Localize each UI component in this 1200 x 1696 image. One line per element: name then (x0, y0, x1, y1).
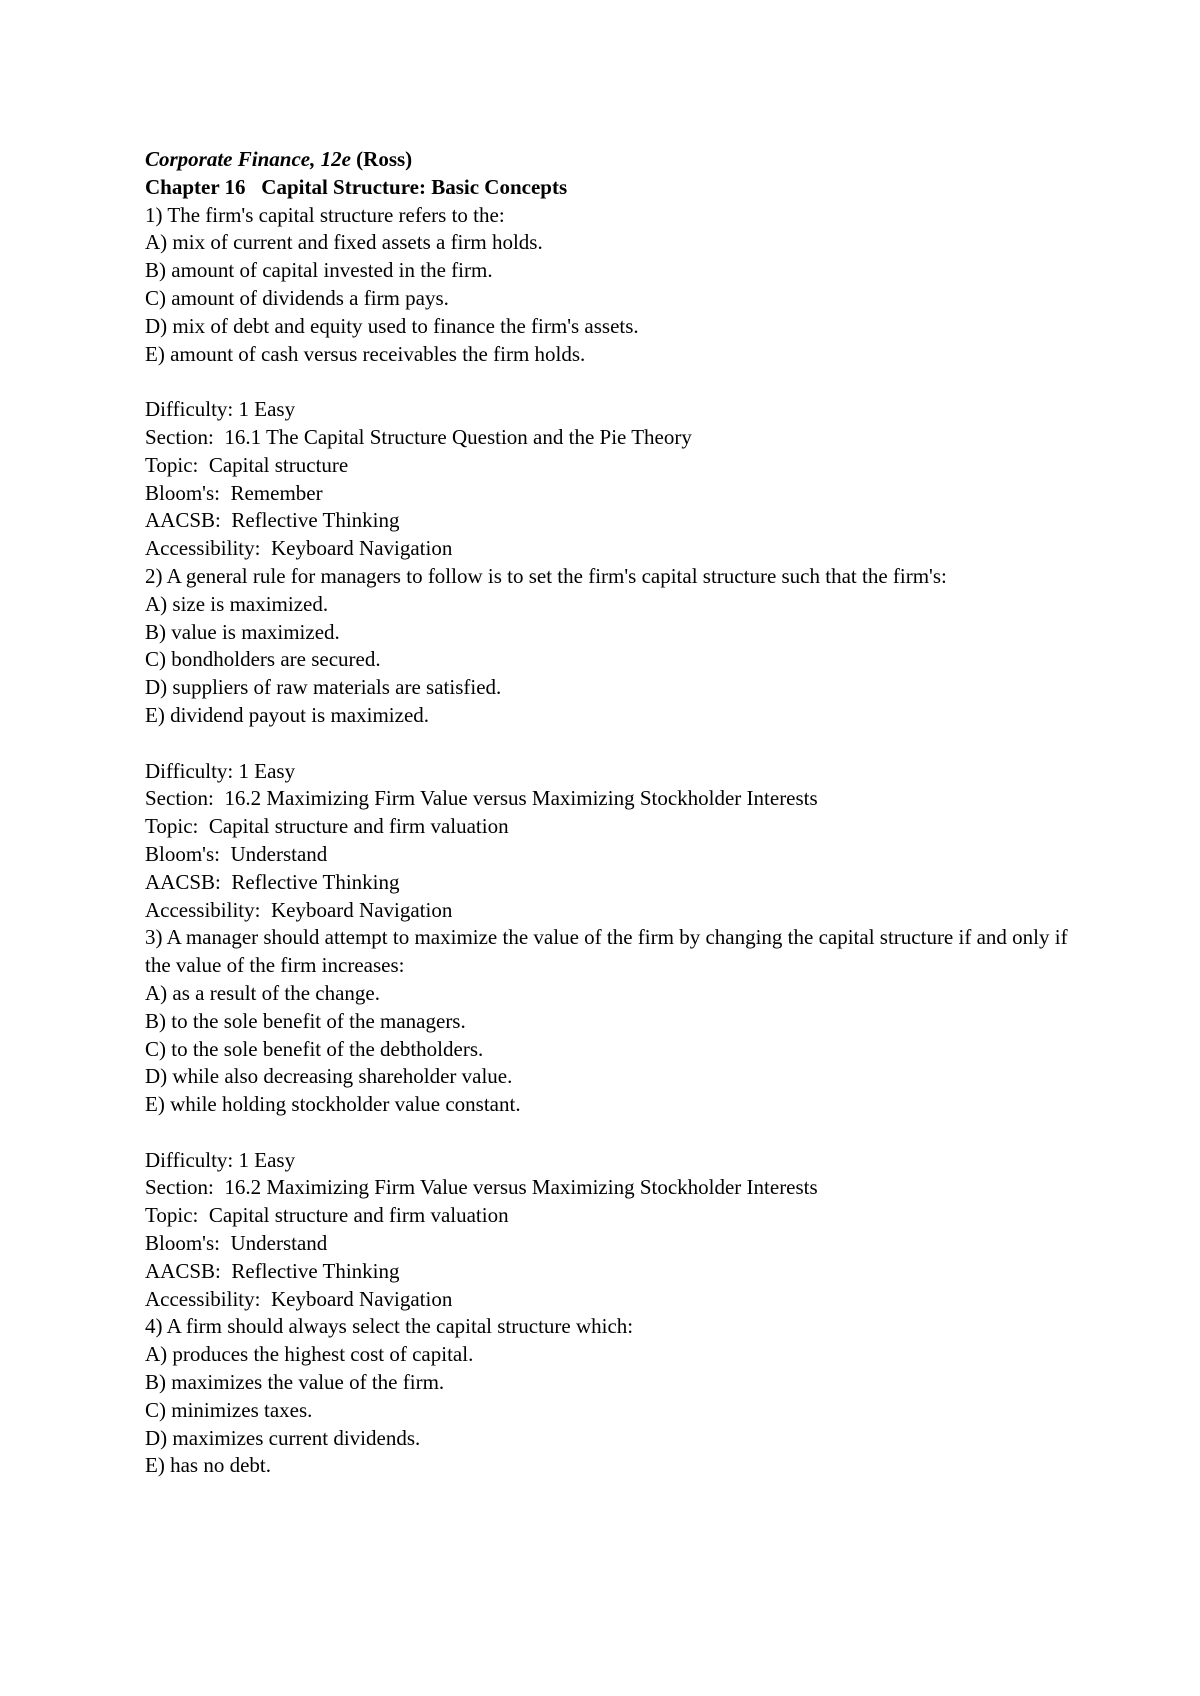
answer-option: E) amount of cash versus receivables the firm holds. (145, 341, 586, 366)
question-stem: 1) The firm's capital structure refers to the: (145, 202, 505, 227)
question-1 (145, 202, 1095, 369)
spacer (145, 368, 1095, 396)
meta-aacsb: AACSB: Reflective Thinking (145, 869, 400, 894)
answer-option: D) while also decreasing shareholder value. (145, 1064, 513, 1089)
meta-aacsb: AACSB: Reflective Thinking (145, 508, 400, 533)
meta-difficulty: Difficulty: 1 Easy (145, 758, 296, 783)
answer-option: D) mix of debt and equity used to finance the firm's assets. (145, 313, 639, 338)
answer-option: B) maximizes the value of the firm. (145, 1370, 445, 1395)
question-2 (145, 563, 1095, 730)
meta-section: Section: 16.1 The Capital Structure Question and the Pie Theory (145, 424, 692, 449)
meta-blooms: Bloom's: Understand (145, 1231, 328, 1256)
answer-option: B) amount of capital invested in the firm. (145, 258, 493, 283)
answer-option: D) suppliers of raw materials are satisfied. (145, 675, 502, 700)
document-page (145, 146, 1095, 1480)
meta-section: Section: 16.2 Maximizing Firm Value versus Maximizing Stockholder Interests (145, 786, 818, 811)
meta-aacsb: AACSB: Reflective Thinking (145, 1258, 400, 1283)
meta-topic: Topic: Capital structure (145, 452, 349, 477)
meta-topic: Topic: Capital structure and firm valuation (145, 1203, 509, 1228)
book-title-author: (Ross) (350, 147, 413, 171)
question-stem: 2) A general rule for managers to follow is to set the firm's capital structure such that the firm's: (145, 563, 947, 588)
answer-option: E) while holding stockholder value constant. (145, 1092, 521, 1117)
spacer (145, 730, 1095, 758)
answer-option: C) minimizes taxes. (145, 1397, 313, 1422)
meta-blooms: Bloom's: Remember (145, 480, 323, 505)
question-3 (145, 924, 1095, 1119)
answer-option: A) as a result of the change. (145, 980, 380, 1005)
meta-accessibility: Accessibility: Keyboard Navigation (145, 1286, 453, 1311)
meta-blooms: Bloom's: Understand (145, 841, 328, 866)
question-stem: 3) A manager should attempt to maximize the value of the firm by changing the capital structure if and only if the value of the firm increases: (145, 925, 1068, 978)
question-stem: 4) A firm should always select the capital structure which: (145, 1314, 634, 1339)
meta-difficulty: Difficulty: 1 Easy (145, 1147, 296, 1172)
meta-accessibility: Accessibility: Keyboard Navigation (145, 897, 453, 922)
answer-option: C) amount of dividends a firm pays. (145, 285, 449, 310)
question-1-metadata (145, 396, 1095, 563)
meta-section: Section: 16.2 Maximizing Firm Value versus Maximizing Stockholder Interests (145, 1175, 818, 1200)
meta-accessibility: Accessibility: Keyboard Navigation (145, 536, 453, 561)
question-4 (145, 1313, 1095, 1480)
question-2-metadata (145, 758, 1095, 925)
answer-option: C) bondholders are secured. (145, 647, 381, 672)
answer-option: D) maximizes current dividends. (145, 1425, 421, 1450)
book-title (145, 146, 1095, 174)
answer-option: E) has no debt. (145, 1453, 271, 1478)
book-title-italic: Corporate Finance, 12e (145, 147, 351, 171)
chapter-heading: Chapter 16 Capital Structure: Basic Concepts (145, 174, 568, 199)
question-3-metadata (145, 1147, 1095, 1314)
answer-option: E) dividend payout is maximized. (145, 702, 430, 727)
answer-option: C) to the sole benefit of the debtholders. (145, 1036, 484, 1061)
answer-option: B) to the sole benefit of the managers. (145, 1008, 466, 1033)
answer-option: A) size is maximized. (145, 591, 329, 616)
answer-option: A) produces the highest cost of capital. (145, 1342, 474, 1367)
spacer (145, 1119, 1095, 1147)
meta-topic: Topic: Capital structure and firm valuation (145, 814, 509, 839)
answer-option: B) value is maximized. (145, 619, 340, 644)
answer-option: A) mix of current and fixed assets a firm holds. (145, 230, 543, 255)
meta-difficulty: Difficulty: 1 Easy (145, 397, 296, 422)
